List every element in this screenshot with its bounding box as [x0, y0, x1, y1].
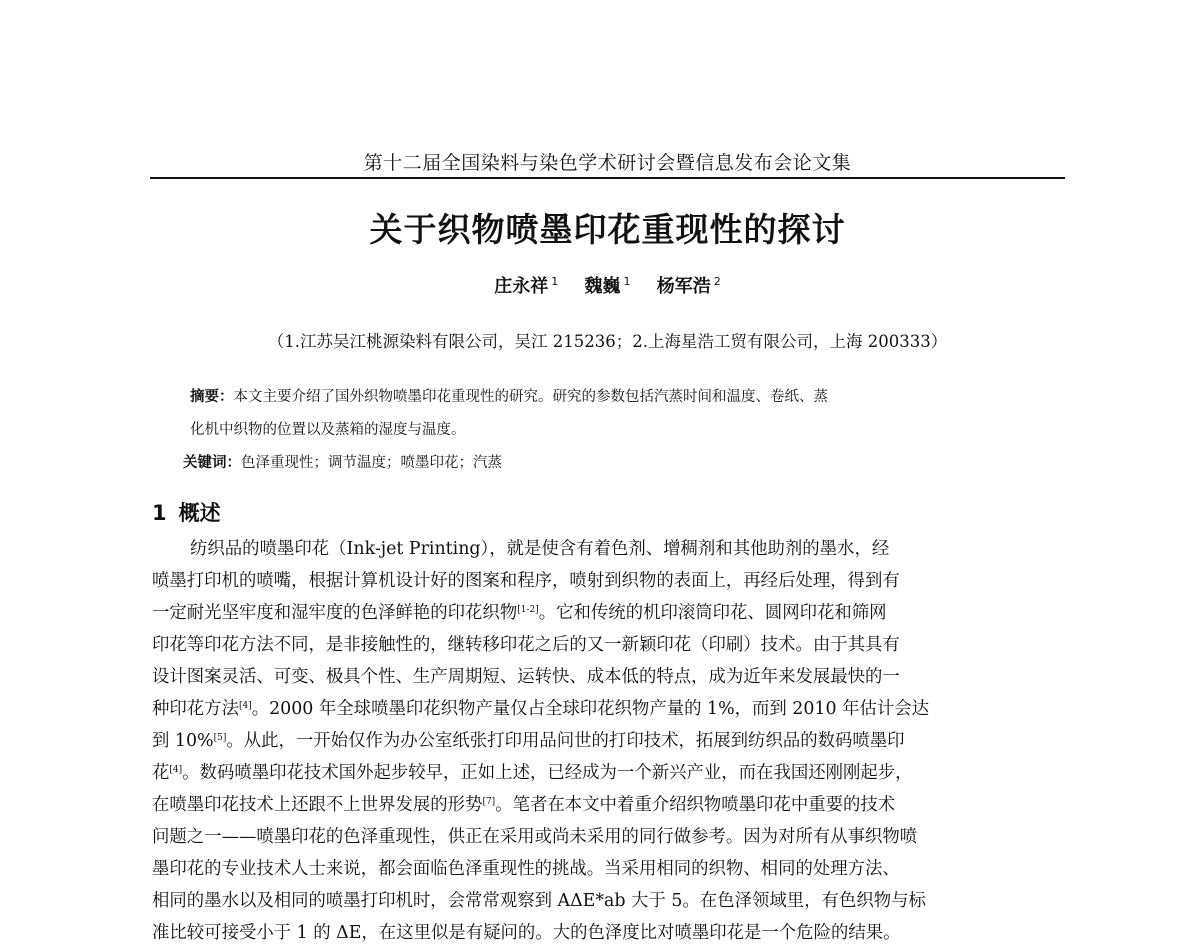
body-text: 。数码喷墨印花技术国外起步较早，正如上述，已经成为一个新兴产业，而在我国还刚刚起步， — [182, 763, 913, 783]
body-line — [152, 693, 1064, 725]
keywords — [183, 451, 502, 472]
citation-ref: [4] — [238, 701, 252, 711]
author-list — [150, 272, 1065, 298]
body-line: 纺织品的喷墨印花（Ink-jet Printing），就是使含有着色剂、增稠剂和其他助剂的墨水，经 — [190, 539, 890, 559]
affiliation-marker: 1 — [551, 275, 559, 288]
abstract-label: 摘要： — [190, 389, 234, 405]
section-heading — [152, 497, 221, 527]
running-header: 第十二届全国染料与染色学术研讨会暨信息发布会论文集 — [363, 152, 852, 174]
body-line: 相同的墨水以及相同的喷墨打印机时，会常常观察到 AΔE*ab 大于 5。在色泽领域里，有色织物与标 — [152, 891, 926, 911]
citation-ref: [5] — [213, 733, 227, 743]
author-name: 杨军浩 — [656, 276, 711, 297]
body-text: 花 — [152, 763, 170, 783]
author — [494, 276, 558, 297]
author — [585, 276, 631, 297]
abstract-text: 本文主要介绍了国外织物喷墨印花重现性的研究。研究的参数包括汽蒸时间和温度、卷纸、蒸 — [233, 389, 828, 405]
keywords-text: 色泽重现性；调节温度；喷墨印花；汽蒸 — [241, 455, 502, 471]
body-text: 到 10% — [152, 731, 214, 751]
author-name: 魏巍 — [584, 276, 621, 297]
body-line — [152, 597, 1064, 629]
section-number: 1 — [152, 501, 167, 525]
author — [657, 276, 721, 297]
body-line: 印花等印花方法不同，是非接触性的，继转移印花之后的又一新颖印花（印刷）技术。由于其具有 — [152, 635, 900, 655]
body-line: 准比较可接受小于 1 的 ΔE，在这里似是有疑问的。大的色泽度比对喷墨印花是一个危险的结果。 — [152, 923, 901, 943]
body-text: 一定耐光坚牢度和湿牢度的色泽鲜艳的印花织物 — [152, 603, 518, 623]
body-text: 种印花方法 — [152, 699, 239, 719]
body-text: 。2000 年全球喷墨印花织物产量仅占全球印花织物产量的 1%，而到 2010 年估计会达 — [251, 699, 930, 719]
author-name: 庄永祥 — [494, 276, 549, 297]
section-title: 概述 — [178, 501, 221, 525]
body-line: 喷墨打印机的喷嘴，根据计算机设计好的图案和程序，喷射到织物的表面上，再经后处理，得到有 — [152, 571, 900, 591]
affiliations: （1.江苏吴江桃源染料有限公司，吴江 215236；2.上海星浩工贸有限公司，上海 200333） — [267, 332, 948, 351]
body-text: 在喷墨印花技术上还跟不上世界发展的形势 — [152, 795, 483, 815]
abstract-text-continued: 化机中织物的位置以及蒸箱的湿度与温度。 — [190, 422, 466, 438]
citation-ref: [7] — [482, 797, 496, 807]
body-paragraph — [152, 533, 1064, 949]
citation-ref: [1-2] — [517, 605, 539, 615]
keywords-label: 关键词： — [183, 455, 241, 471]
body-line — [152, 789, 1064, 821]
body-line — [152, 725, 1064, 757]
citation-ref: [4] — [169, 765, 183, 775]
body-line: 问题之一——喷墨印花的色泽重现性，供正在采用或尚未采用的同行做参考。因为对所有从事织物喷 — [152, 827, 918, 847]
body-text: 。它和传统的机印滚筒印花、圆网印花和筛网 — [538, 603, 887, 623]
paper-title: 关于织物喷墨印花重现性的探讨 — [369, 210, 846, 249]
body-text: 。从此，一开始仅作为办公室纸张打印用品问世的打印技术，拓展到纺织品的数码喷墨印 — [226, 731, 905, 751]
header-rule — [150, 177, 1065, 179]
body-text: 。笔者在本文中着重介绍织物喷墨印花中重要的技术 — [495, 795, 896, 815]
abstract — [190, 385, 828, 406]
affiliation-marker: 2 — [713, 275, 721, 288]
body-line — [152, 757, 1064, 789]
body-line: 设计图案灵活、可变、极具个性、生产周期短、运转快、成本低的特点，成为近年来发展最快的一 — [152, 667, 900, 687]
body-line: 墨印花的专业技术人士来说，都会面临色泽重现性的挑战。当采用相同的织物、相同的处理方法、 — [152, 859, 900, 879]
affiliation-marker: 1 — [623, 275, 631, 288]
